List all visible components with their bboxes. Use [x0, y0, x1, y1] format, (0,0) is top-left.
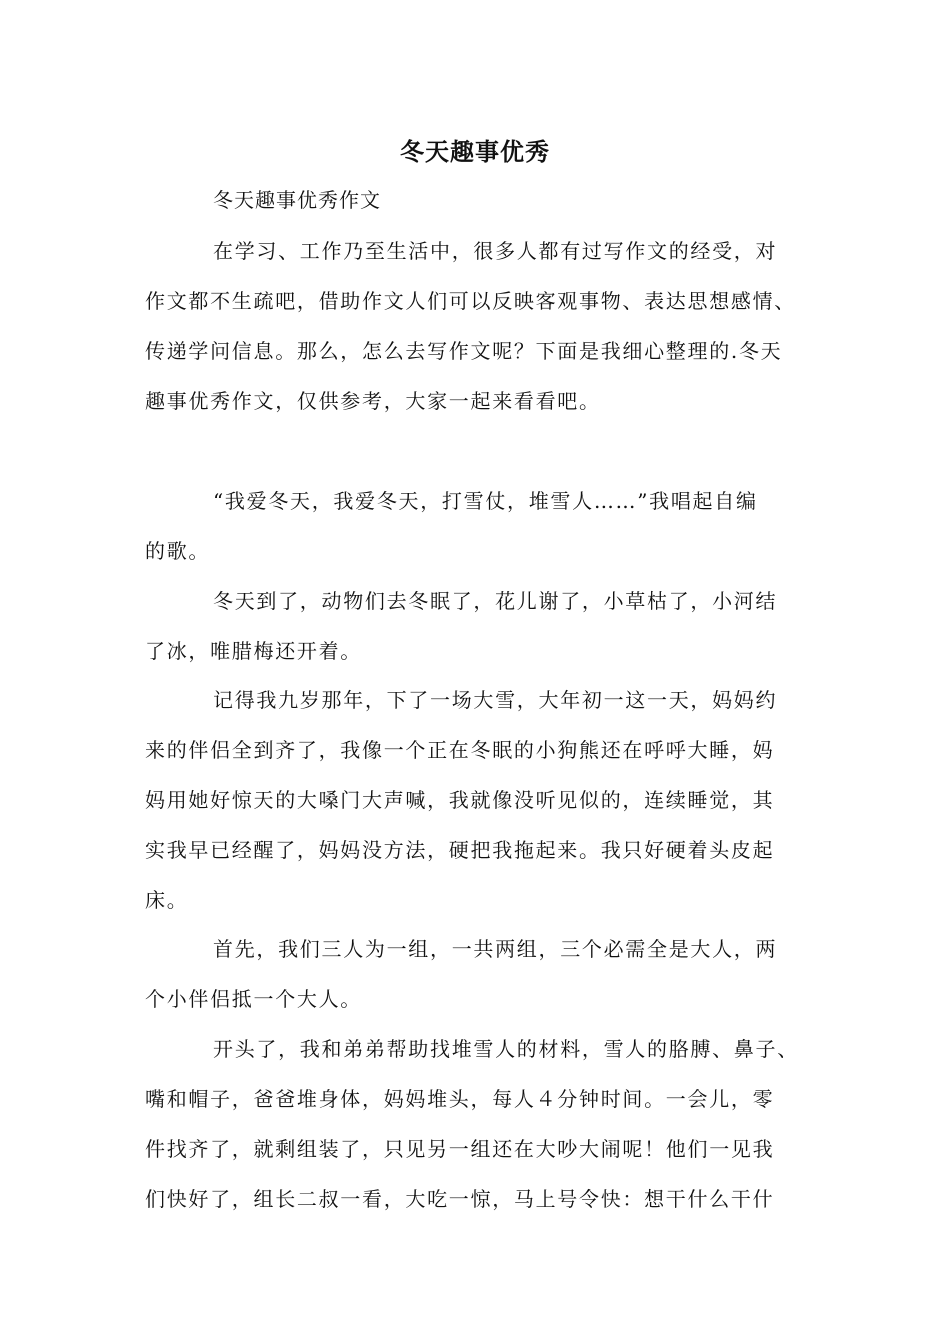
body-line: 实我早已经醒了，妈妈没方法，硬把我拖起来。我只好硬着头皮起 [145, 838, 775, 862]
body-line: 的歌。 [145, 539, 211, 563]
body-line: 来的伴侣全到齐了，我像一个正在冬眠的小狗熊还在呼呼大睡，妈 [145, 738, 775, 762]
body-line: “我爱冬天，我爱冬天，打雪仗，堆雪人……”我唱起自编 [213, 489, 758, 513]
body-line: 开头了，我和弟弟帮助找堆雪人的材料，雪人的胳膊、鼻子、 [213, 1037, 799, 1061]
body-line: 个小伴侣抵一个大人。 [145, 987, 362, 1011]
body-line: 嘴和帽子，爸爸堆身体，妈妈堆头，每人４分钟时间。一会儿，零 [145, 1087, 775, 1111]
document-title: 冬天趣事优秀 [400, 137, 550, 166]
body-line: 冬天到了，动物们去冬眠了，花儿谢了，小草枯了，小河结 [213, 589, 778, 613]
intro-line: 在学习、工作乃至生活中，很多人都有过写作文的经受，对 [213, 239, 778, 263]
body-line: 首先，我们三人为一组，一共两组，三个必需全是大人，两 [213, 937, 778, 961]
body-line: 记得我九岁那年，下了一场大雪，大年初一这一天，妈妈约 [213, 688, 778, 712]
body-line: 们快好了，组长二叔一看，大吃一惊，马上号令快：想干什么干什 [145, 1187, 775, 1211]
body-line: 了冰，唯腊梅还开着。 [145, 639, 362, 663]
intro-line: 趣事优秀作文，仅供参考，大家一起来看看吧。 [145, 389, 601, 413]
body-line: 件找齐了，就剩组装了，只见另一组还在大吵大闹呢！他们一见我 [145, 1137, 775, 1161]
document-subtitle: 冬天趣事优秀作文 [213, 188, 381, 212]
intro-line: 作文都不生疏吧，借助作文人们可以反映客观事物、表达思想感情、 [145, 289, 796, 313]
body-line: 妈用她好惊天的大嗓门大声喊，我就像没听见似的，连续睡觉，其 [145, 788, 775, 812]
body-line: 床。 [145, 888, 189, 912]
intro-line: 传递学问信息。那么，怎么去写作文呢？下面是我细心整理的.冬天 [145, 339, 783, 363]
